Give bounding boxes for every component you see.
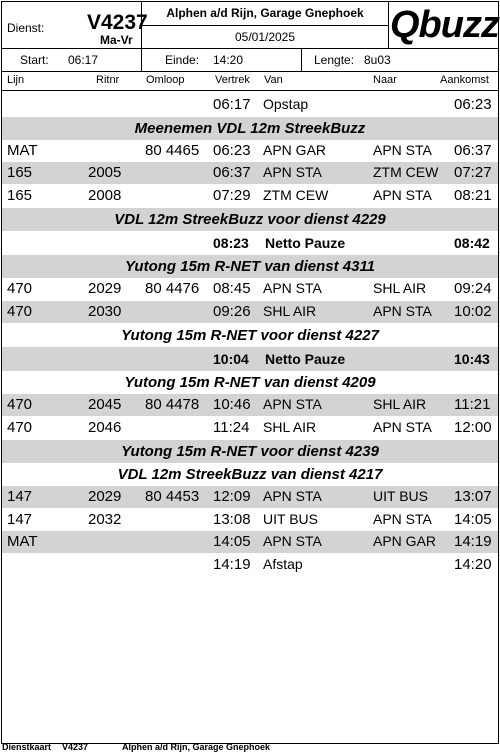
cell-van: SHL AIR xyxy=(263,419,317,435)
cell-aankomst: 14:20 xyxy=(454,555,492,573)
cell-van: APN STA xyxy=(263,164,322,181)
footer-label: Dienstkaart xyxy=(2,742,52,752)
table-row xyxy=(2,140,498,162)
cell-van: APN STA xyxy=(263,488,322,504)
cell-van: APN GAR xyxy=(263,141,327,158)
start-label: Start: xyxy=(20,53,49,67)
cell-naar: APN STA xyxy=(373,187,432,203)
col-omloop: Omloop xyxy=(146,74,185,86)
cell-lijn: 470 xyxy=(7,419,33,436)
cell-vertrek: 10:46 xyxy=(213,396,251,414)
dienst-days: Ma-Vr xyxy=(100,33,133,47)
pauze-start: 08:23 xyxy=(213,234,249,251)
cell-lijn: 470 xyxy=(7,303,33,320)
dienstkaart-frame xyxy=(1,1,499,744)
garage-name: Alphen a/d Rijn, Garage Gnephoek xyxy=(142,2,388,26)
col-naar: Naar xyxy=(373,74,397,86)
table-row xyxy=(2,94,498,116)
col-ritnr: Ritnr xyxy=(96,74,120,86)
lengte-label: Lengte: xyxy=(314,53,355,67)
cell-ritnr: 2032 xyxy=(88,510,122,528)
section-header: Yutong 15m R-NET voor dienst 4227 xyxy=(2,324,498,347)
cell-vertrek: 09:26 xyxy=(213,303,251,320)
cell-lijn: 165 xyxy=(7,164,33,182)
cell-omloop: 80 4476 xyxy=(145,280,200,298)
cell-omloop: 80 4453 xyxy=(145,488,200,505)
cell-vertrek: 12:09 xyxy=(213,488,251,505)
table-row xyxy=(2,531,498,553)
pauze-end: 10:43 xyxy=(454,350,490,367)
cell-naar: SHL AIR xyxy=(373,280,427,297)
pauze-label: Netto Pauze xyxy=(265,234,346,251)
cell-van: APN STA xyxy=(263,396,322,413)
pauze-end: 08:42 xyxy=(454,234,490,251)
cell-van: SHL AIR xyxy=(263,303,317,319)
einde-value: 14:20 xyxy=(213,53,244,67)
cell-aankomst: 12:00 xyxy=(454,419,492,436)
start-value: 06:17 xyxy=(68,53,99,67)
table-row xyxy=(2,509,498,531)
cell-ritnr: 2005 xyxy=(88,164,122,182)
lengte-value: 8u03 xyxy=(364,53,391,67)
header-top xyxy=(2,2,498,49)
cell-van: ZTM CEW xyxy=(263,187,329,203)
cell-ritnr: 2045 xyxy=(88,396,122,414)
cell-vertrek: 07:29 xyxy=(213,187,251,204)
cell-naar: APN STA xyxy=(373,510,432,527)
section-header: Meenemen VDL 12m StreekBuzz xyxy=(2,117,498,140)
cell-lijn: MAT xyxy=(7,533,38,551)
cell-van: UIT BUS xyxy=(263,510,318,527)
section-header: VDL 12m StreekBuzz voor dienst 4229 xyxy=(2,208,498,231)
cell-naar: ZTM CEW xyxy=(373,164,439,181)
cell-vertrek: 14:19 xyxy=(213,555,251,573)
col-aankomst: Aankomst xyxy=(440,74,489,86)
table-row xyxy=(2,554,498,576)
footer-dienst: V4237 xyxy=(62,742,89,752)
service-date: 05/01/2025 xyxy=(234,30,296,44)
cell-vertrek: 11:24 xyxy=(213,419,250,436)
cell-van: APN STA xyxy=(263,533,322,550)
cell-lijn: 165 xyxy=(7,187,33,204)
cell-vertrek: 13:08 xyxy=(213,510,251,528)
table-row xyxy=(2,301,498,323)
pauze-row xyxy=(2,231,498,255)
cell-aankomst: 10:02 xyxy=(454,303,492,320)
footer-garage: Alphen a/d Rijn, Garage Gnephoek xyxy=(122,742,271,752)
cell-aankomst: 08:21 xyxy=(454,187,492,204)
table-row xyxy=(2,185,498,207)
table-row xyxy=(2,486,498,508)
pauze-start: 10:04 xyxy=(213,350,249,367)
cell-ritnr: 2029 xyxy=(88,280,122,298)
cell-lijn: 147 xyxy=(7,510,33,528)
cell-lijn: 470 xyxy=(7,280,33,298)
cell-omloop: 80 4465 xyxy=(145,141,200,159)
cell-ritnr: 2008 xyxy=(88,187,122,204)
cell-lijn: 470 xyxy=(7,396,33,414)
cell-vertrek: 08:45 xyxy=(213,280,251,298)
cell-ritnr: 2029 xyxy=(88,488,122,505)
col-vertrek: Vertrek xyxy=(215,74,250,86)
table-row xyxy=(2,278,498,300)
cell-naar: APN STA xyxy=(373,141,432,158)
cell-van: Afstap xyxy=(263,555,303,572)
col-van: Van xyxy=(264,74,283,86)
pauze-row xyxy=(2,347,498,371)
cell-aankomst: 06:23 xyxy=(454,96,492,113)
pauze-label: Netto Pauze xyxy=(265,350,346,367)
einde-label: Einde: xyxy=(165,53,200,67)
cell-ritnr: 2046 xyxy=(88,419,122,436)
cell-aankomst: 14:19 xyxy=(454,533,492,551)
cell-naar: UIT BUS xyxy=(373,488,428,504)
dienst-number: V4237 xyxy=(87,11,148,34)
cell-van: Opstap xyxy=(263,96,309,112)
cell-lijn: 147 xyxy=(7,488,33,505)
col-lijn: Lijn xyxy=(7,74,25,86)
cell-naar: APN STA xyxy=(373,419,432,435)
section-header: Yutong 15m R-NET van dienst 4311 xyxy=(2,255,498,278)
table-row xyxy=(2,417,498,439)
header-times xyxy=(2,49,498,72)
table-row xyxy=(2,394,498,416)
cell-naar: APN GAR xyxy=(373,533,437,550)
dienst-label: Dienst: xyxy=(7,21,45,35)
cell-lijn: MAT xyxy=(7,141,38,159)
cell-van: APN STA xyxy=(263,280,322,297)
cell-aankomst: 06:37 xyxy=(454,141,492,159)
cell-vertrek: 06:17 xyxy=(213,96,251,113)
cell-aankomst: 14:05 xyxy=(454,510,492,528)
cell-vertrek: 06:37 xyxy=(213,164,251,182)
table-row xyxy=(2,162,498,184)
section-header: Yutong 15m R-NET van dienst 4209 xyxy=(2,371,498,394)
qbuzz-logo: Qbuzz xyxy=(390,4,499,46)
cell-aankomst: 09:24 xyxy=(454,280,492,298)
cell-vertrek: 06:23 xyxy=(213,141,251,159)
cell-aankomst: 11:21 xyxy=(454,396,491,414)
cell-ritnr: 2030 xyxy=(88,303,122,320)
section-header: Yutong 15m R-NET voor dienst 4239 xyxy=(2,440,498,463)
cell-omloop: 80 4478 xyxy=(145,396,200,414)
cell-aankomst: 13:07 xyxy=(454,488,492,505)
section-header: VDL 12m StreekBuzz van dienst 4217 xyxy=(2,463,498,486)
cell-naar: SHL AIR xyxy=(373,396,427,413)
column-headers xyxy=(2,72,498,91)
cell-naar: APN STA xyxy=(373,303,432,319)
cell-aankomst: 07:27 xyxy=(454,164,492,182)
cell-vertrek: 14:05 xyxy=(213,533,251,551)
dienst-cell xyxy=(2,2,148,48)
